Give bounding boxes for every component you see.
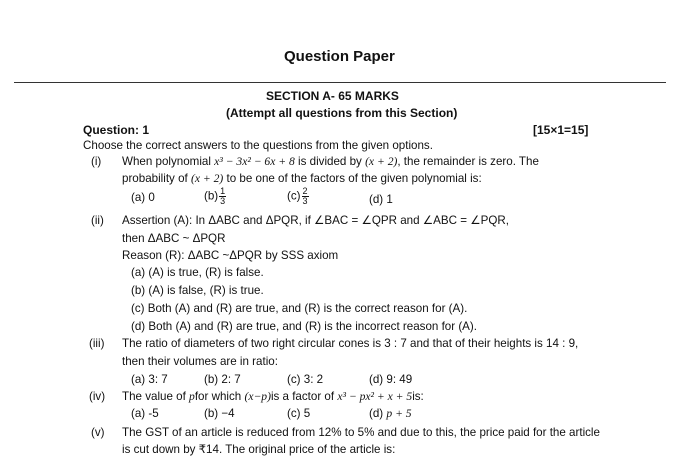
item-iv-variable: p [189, 390, 195, 403]
item-i-text: is divided by [294, 155, 366, 168]
item-i-option-a [131, 191, 155, 205]
item-i-line1 [122, 155, 539, 169]
item-v-line2: is cut down by ₹14. The original price of the article is: [122, 443, 396, 456]
item-iv-factor: (x−p) [244, 390, 271, 403]
option-fraction [302, 187, 309, 206]
section-heading: SECTION A- 65 MARKS [266, 89, 399, 103]
item-iv-number: (iv) [89, 390, 106, 403]
item-iv-option-c: (c) 5 [287, 407, 311, 420]
item-iv-option-a: (a) -5 [131, 407, 159, 420]
item-iii-option-c: (c) 3: 2 [287, 373, 324, 386]
question-marks: [15×1=15] [533, 123, 589, 137]
item-iii-number: (iii) [89, 337, 105, 350]
item-i-line2 [122, 172, 482, 186]
item-iii-line1: The ratio of diameters of two right circular cones is 3 : 7 and that of their heights is 14 : 9, [122, 337, 579, 350]
item-ii-option-a: (a) (A) is true, (R) is false. [131, 266, 264, 279]
option-value: 1 [386, 193, 393, 206]
item-iii-option-b: (b) 2: 7 [204, 373, 241, 386]
option-label: (a) [131, 191, 146, 204]
item-v-line1: The GST of an article is reduced from 12% to 5% and due to this, the price paid for the article [122, 426, 600, 439]
fraction-denominator: 3 [302, 196, 308, 206]
item-i-factor: (x + 2) [190, 172, 224, 185]
option-label: (d) [369, 407, 387, 420]
item-i-text: to be one of the factors of the given polynomial is: [223, 172, 482, 185]
item-ii-option-b: (b) (A) is false, (R) is true. [131, 284, 264, 297]
question-instruction: Choose the correct answers to the questions from the given options. [83, 139, 433, 152]
item-i-text: When polynomial [122, 155, 215, 168]
item-ii-option-d: (d) Both (A) and (R) are true, and (R) is the incorrect reason for (A). [131, 320, 478, 333]
item-iv-line1 [122, 390, 424, 404]
fraction-numerator: 1 [220, 186, 226, 196]
item-ii-assertion: Assertion (A): In ΔABC and ΔPQR, if ∠BAC = ∠QPR and ∠ABC = ∠PQR, [122, 214, 509, 227]
section-subheading: (Attempt all questions from this Section) [226, 106, 458, 120]
option-value: 0 [148, 191, 155, 204]
option-label: (d) [369, 193, 384, 206]
option-expression: p + 5 [386, 407, 412, 420]
option-label: (b) [204, 189, 219, 203]
item-i-number: (i) [91, 155, 102, 168]
item-i-text: , the remainder is zero. The [397, 155, 539, 168]
item-v-number: (v) [91, 426, 105, 439]
page-title: Question Paper [284, 48, 395, 65]
item-iv-text: The value of [122, 390, 190, 403]
item-i-option-b [204, 187, 227, 206]
item-iv-text: for which [194, 390, 245, 403]
item-ii-assertion-cont: then ΔABC ~ ΔPQR [122, 232, 226, 245]
item-iv-option-b: (b) −4 [204, 407, 235, 420]
fraction-denominator: 3 [220, 196, 226, 206]
item-iii-option-d: (d) 9: 49 [369, 373, 413, 386]
item-iii-option-a: (a) 3: 7 [131, 373, 168, 386]
option-fraction [219, 187, 226, 206]
fraction-numerator: 2 [302, 186, 308, 196]
item-iv-option-d [369, 407, 412, 421]
title-divider [14, 82, 666, 83]
item-ii-reason: Reason (R): ΔABC ~ΔPQR by SSS axiom [122, 249, 339, 262]
item-i-option-d [369, 193, 393, 207]
item-iv-text: is a factor of [270, 390, 338, 403]
option-label: (c) [287, 189, 301, 203]
item-iv-text: is: [412, 390, 424, 403]
item-i-polynomial: x³ − 3x² − 6x + 8 [214, 155, 295, 168]
item-i-text: probability of [122, 172, 191, 185]
item-i-option-c [287, 187, 310, 206]
item-i-divisor: (x + 2) [365, 155, 398, 168]
item-ii-option-c: (c) Both (A) and (R) are true, and (R) is the correct reason for (A). [131, 302, 468, 315]
question-label: Question: 1 [83, 123, 150, 137]
item-iii-line2: then their volumes are in ratio: [122, 355, 278, 368]
item-ii-number: (ii) [91, 214, 104, 227]
item-iv-polynomial: x³ − px² + x + 5 [337, 390, 413, 403]
